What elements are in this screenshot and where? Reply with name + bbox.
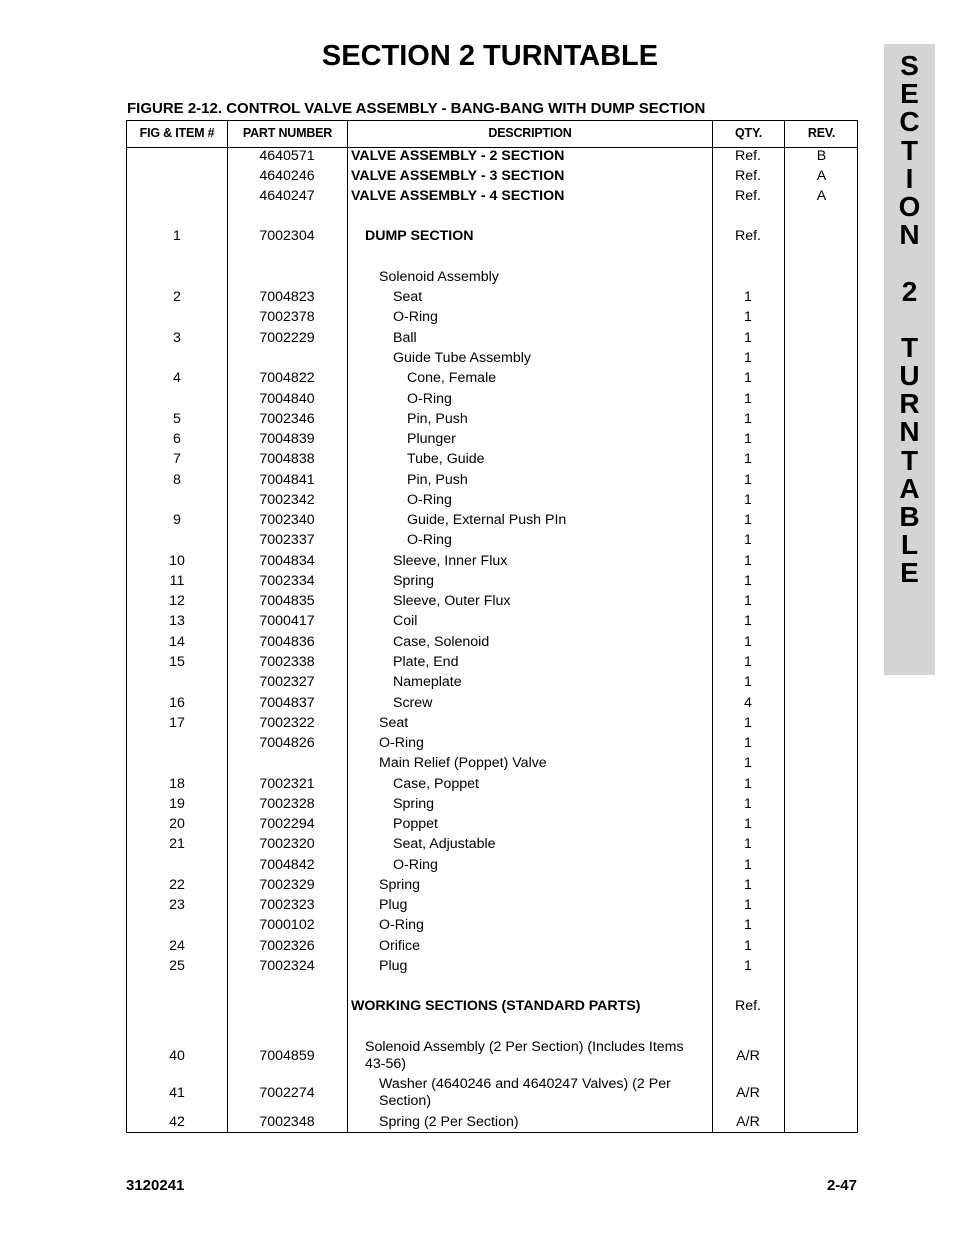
side-tab-letter: N (899, 416, 920, 448)
description-cell: WORKING SECTIONS (STANDARD PARTS) (351, 998, 641, 1014)
header-description: DESCRIPTION (488, 126, 572, 140)
side-tab-letter: I (905, 162, 914, 194)
side-tab-letter: E (900, 557, 919, 589)
qty-cell: 1 (744, 573, 752, 589)
fig-item-cell: 13 (169, 613, 185, 629)
side-tab-letter: T (900, 444, 919, 476)
header-qty: QTY. (735, 126, 762, 140)
description-cell: Plate, End (393, 654, 459, 670)
side-tab-letter: S (900, 50, 919, 81)
fig-item-cell: 1 (173, 228, 181, 244)
fig-item-cell: 24 (169, 938, 185, 954)
qty-cell: A/R (736, 1048, 760, 1064)
qty-cell: 1 (744, 836, 752, 852)
part-number-cell: 7000417 (259, 613, 315, 629)
fig-item-cell: 16 (169, 695, 185, 711)
part-number-cell: 7002294 (259, 816, 315, 832)
part-number-cell: 7002348 (259, 1114, 315, 1130)
part-number-cell: 7002323 (259, 897, 315, 913)
qty-cell: 1 (744, 532, 752, 548)
part-number-cell: 4640246 (259, 168, 315, 184)
part-number-cell: 7002321 (259, 776, 315, 792)
document-number: 3120241 (126, 1177, 185, 1194)
description-cell: Sleeve, Inner Flux (393, 553, 508, 569)
fig-item-cell: 42 (169, 1114, 185, 1130)
fig-item-cell: 11 (169, 573, 185, 589)
fig-item-cell: 19 (169, 796, 185, 812)
side-tab-letter: L (900, 529, 919, 561)
part-number-cell: 7002342 (259, 492, 315, 508)
qty-cell: Ref. (734, 168, 762, 184)
qty-cell: Ref. (734, 188, 762, 204)
description-cell: Case, Poppet (393, 776, 479, 792)
fig-item-cell: 12 (169, 593, 185, 609)
part-number-cell: 7004842 (259, 857, 315, 873)
qty-cell: Ref. (734, 148, 762, 164)
header-rev: REV. (807, 126, 836, 140)
qty-cell: 1 (744, 816, 752, 832)
qty-cell: 1 (744, 330, 752, 346)
rev-cell: A (816, 188, 827, 204)
fig-item-cell: 5 (173, 411, 181, 427)
part-number-cell: 7000102 (259, 917, 315, 933)
side-tab-letter: T (900, 134, 919, 166)
description-cell: Main Relief (Poppet) Valve (379, 755, 547, 771)
fig-item-cell: 3 (173, 330, 181, 346)
description-cell: Orifice (379, 938, 420, 954)
fig-item-cell: 4 (173, 370, 181, 386)
description-cell: Screw (393, 695, 433, 711)
qty-cell: 1 (744, 553, 752, 569)
column-divider (784, 121, 785, 1132)
description-cell: Cone, Female (407, 370, 497, 386)
part-number-cell: 7002378 (259, 309, 315, 325)
description-cell: O-Ring (393, 857, 438, 873)
fig-item-cell: 2 (173, 289, 181, 305)
qty-cell: 1 (744, 634, 752, 650)
part-number-cell: 7002337 (259, 532, 315, 548)
qty-cell: 1 (744, 472, 752, 488)
column-divider (347, 121, 348, 1132)
part-number-cell: 7004840 (259, 391, 315, 407)
part-number-cell: 7002334 (259, 573, 315, 589)
description-cell: Case, Solenoid (393, 634, 490, 650)
description-cell: Seat (379, 715, 409, 731)
qty-cell: 1 (744, 857, 752, 873)
fig-item-cell: 14 (169, 634, 185, 650)
description-cell: O-Ring (393, 309, 438, 325)
description-cell: VALVE ASSEMBLY - 4 SECTION (351, 188, 565, 204)
description-cell: Spring (2 Per Section) (379, 1114, 519, 1130)
description-cell: O-Ring (379, 917, 424, 933)
section-side-tab (884, 44, 935, 675)
qty-cell: 1 (744, 877, 752, 893)
part-number-cell: 7004834 (259, 553, 315, 569)
part-number-cell: 7004836 (259, 634, 315, 650)
part-number-cell: 7002328 (259, 796, 315, 812)
description-cell: Pin, Push (407, 411, 468, 427)
side-tab-letter: N (899, 219, 920, 251)
side-tab-letter: O (898, 190, 921, 222)
qty-cell: A/R (736, 1114, 760, 1130)
fig-item-cell: 15 (169, 654, 185, 670)
fig-item-cell: 18 (169, 776, 185, 792)
qty-cell: 1 (744, 451, 752, 467)
description-cell: VALVE ASSEMBLY - 2 SECTION (351, 148, 565, 164)
part-number-cell: 7004826 (259, 735, 315, 751)
side-tab-letter: 2 (901, 275, 918, 307)
qty-cell: 1 (744, 309, 752, 325)
part-number-cell: 7002338 (259, 654, 315, 670)
header-part-number: PART NUMBER (242, 126, 333, 140)
fig-item-cell: 20 (169, 816, 185, 832)
description-cell: O-Ring (407, 532, 452, 548)
description-cell: Spring (393, 573, 435, 589)
part-number-cell: 4640247 (259, 188, 315, 204)
part-number-cell: 7004822 (259, 370, 315, 386)
fig-item-cell: 9 (173, 512, 181, 528)
qty-cell: 1 (744, 735, 752, 751)
description-cell: Plunger (407, 431, 456, 447)
part-number-cell: 7002340 (259, 512, 315, 528)
qty-cell: 4 (744, 695, 752, 711)
part-number-cell: 7002329 (259, 877, 315, 893)
fig-item-cell: 22 (169, 877, 185, 893)
part-number-cell: 7002229 (259, 330, 315, 346)
qty-cell: 1 (744, 776, 752, 792)
description-cell: Solenoid Assembly (379, 269, 499, 285)
qty-cell: 1 (744, 958, 752, 974)
rev-cell: B (816, 148, 827, 164)
qty-cell: 1 (744, 431, 752, 447)
description-cell: Spring (393, 796, 435, 812)
qty-cell: Ref. (734, 228, 762, 244)
part-number-cell: 7002326 (259, 938, 315, 954)
qty-cell: 1 (744, 715, 752, 731)
part-number-cell: 7004838 (259, 451, 315, 467)
fig-item-cell: 40 (169, 1048, 185, 1064)
description-cell: Washer (4640246 and 4640247 Valves) (2 Per Section) (379, 1076, 671, 1109)
side-tab-letter: U (899, 360, 920, 392)
fig-item-cell: 6 (173, 431, 181, 447)
qty-cell: 1 (744, 350, 752, 366)
fig-item-cell: 23 (169, 897, 185, 913)
part-number-cell: 7002324 (259, 958, 315, 974)
description-cell: Nameplate (393, 674, 462, 690)
figure-title: FIGURE 2-12. CONTROL VALVE ASSEMBLY - BANG-BANG WITH DUMP SECTION (127, 100, 706, 117)
description-cell: Seat (393, 289, 423, 305)
fig-item-cell: 41 (169, 1085, 185, 1101)
description-cell: Tube, Guide (407, 451, 485, 467)
description-cell: VALVE ASSEMBLY - 3 SECTION (351, 168, 565, 184)
qty-cell: 1 (744, 512, 752, 528)
qty-cell: Ref. (734, 998, 762, 1014)
description-cell: Seat, Adjustable (393, 836, 496, 852)
side-tab-letter: A (899, 472, 920, 504)
fig-item-cell: 17 (169, 715, 185, 731)
part-number-cell: 7004835 (259, 593, 315, 609)
qty-cell: 1 (744, 289, 752, 305)
description-cell: Solenoid Assembly (2 Per Section) (Includes Items 43-56) (365, 1039, 684, 1072)
qty-cell: 1 (744, 654, 752, 670)
description-cell: Plug (379, 897, 408, 913)
description-cell: Coil (393, 613, 418, 629)
part-number-cell: 7004839 (259, 431, 315, 447)
description-cell: Pin, Push (407, 472, 468, 488)
fig-item-cell: 21 (169, 836, 185, 852)
side-tab-letter: C (899, 106, 920, 138)
qty-cell: 1 (744, 492, 752, 508)
side-tab-letter: B (899, 501, 920, 532)
part-number-cell: 7002346 (259, 411, 315, 427)
qty-cell: 1 (744, 593, 752, 609)
fig-item-cell: 10 (169, 553, 185, 569)
qty-cell: 1 (744, 370, 752, 386)
part-number-cell: 7004823 (259, 289, 315, 305)
qty-cell: 1 (744, 796, 752, 812)
description-cell: Spring (379, 877, 421, 893)
description-cell: Ball (393, 330, 417, 346)
qty-cell: 1 (744, 938, 752, 954)
description-cell: Sleeve, Outer Flux (393, 593, 511, 609)
page-number: 2-47 (826, 1177, 857, 1194)
part-number-cell: 7002320 (259, 836, 315, 852)
description-cell: O-Ring (407, 492, 452, 508)
description-cell: O-Ring (379, 735, 424, 751)
description-cell: Guide, External Push PIn (407, 512, 567, 528)
fig-item-cell: 8 (173, 472, 181, 488)
qty-cell: 1 (744, 755, 752, 771)
part-number-cell: 7004841 (259, 472, 315, 488)
description-cell: Poppet (393, 816, 438, 832)
part-number-cell: 7004859 (259, 1048, 315, 1064)
part-number-cell: 7002322 (259, 715, 315, 731)
header-fig-item: FIG & ITEM # (139, 126, 215, 140)
fig-item-cell: 7 (173, 451, 181, 467)
side-tab-letter: R (899, 388, 920, 420)
description-cell: Plug (379, 958, 408, 974)
qty-cell: 1 (744, 411, 752, 427)
qty-cell: 1 (744, 391, 752, 407)
side-tab-letter: E (900, 78, 919, 110)
description-cell: O-Ring (407, 391, 452, 407)
qty-cell: A/R (736, 1085, 760, 1101)
parts-table (126, 120, 858, 1133)
part-number-cell: 4640571 (259, 148, 315, 164)
fig-item-cell: 25 (169, 958, 185, 974)
description-cell: DUMP SECTION (365, 228, 474, 244)
rev-cell: A (816, 168, 827, 184)
description-cell: Guide Tube Assembly (393, 350, 532, 366)
part-number-cell: 7002274 (259, 1085, 315, 1101)
side-tab-letter: T (900, 331, 919, 363)
part-number-cell: 7004837 (259, 695, 315, 711)
qty-cell: 1 (744, 613, 752, 629)
part-number-cell: 7002304 (259, 228, 315, 244)
qty-cell: 1 (744, 674, 752, 690)
part-number-cell: 7002327 (259, 674, 315, 690)
page-title: SECTION 2 TURNTABLE (321, 40, 659, 72)
qty-cell: 1 (744, 917, 752, 933)
qty-cell: 1 (744, 897, 752, 913)
